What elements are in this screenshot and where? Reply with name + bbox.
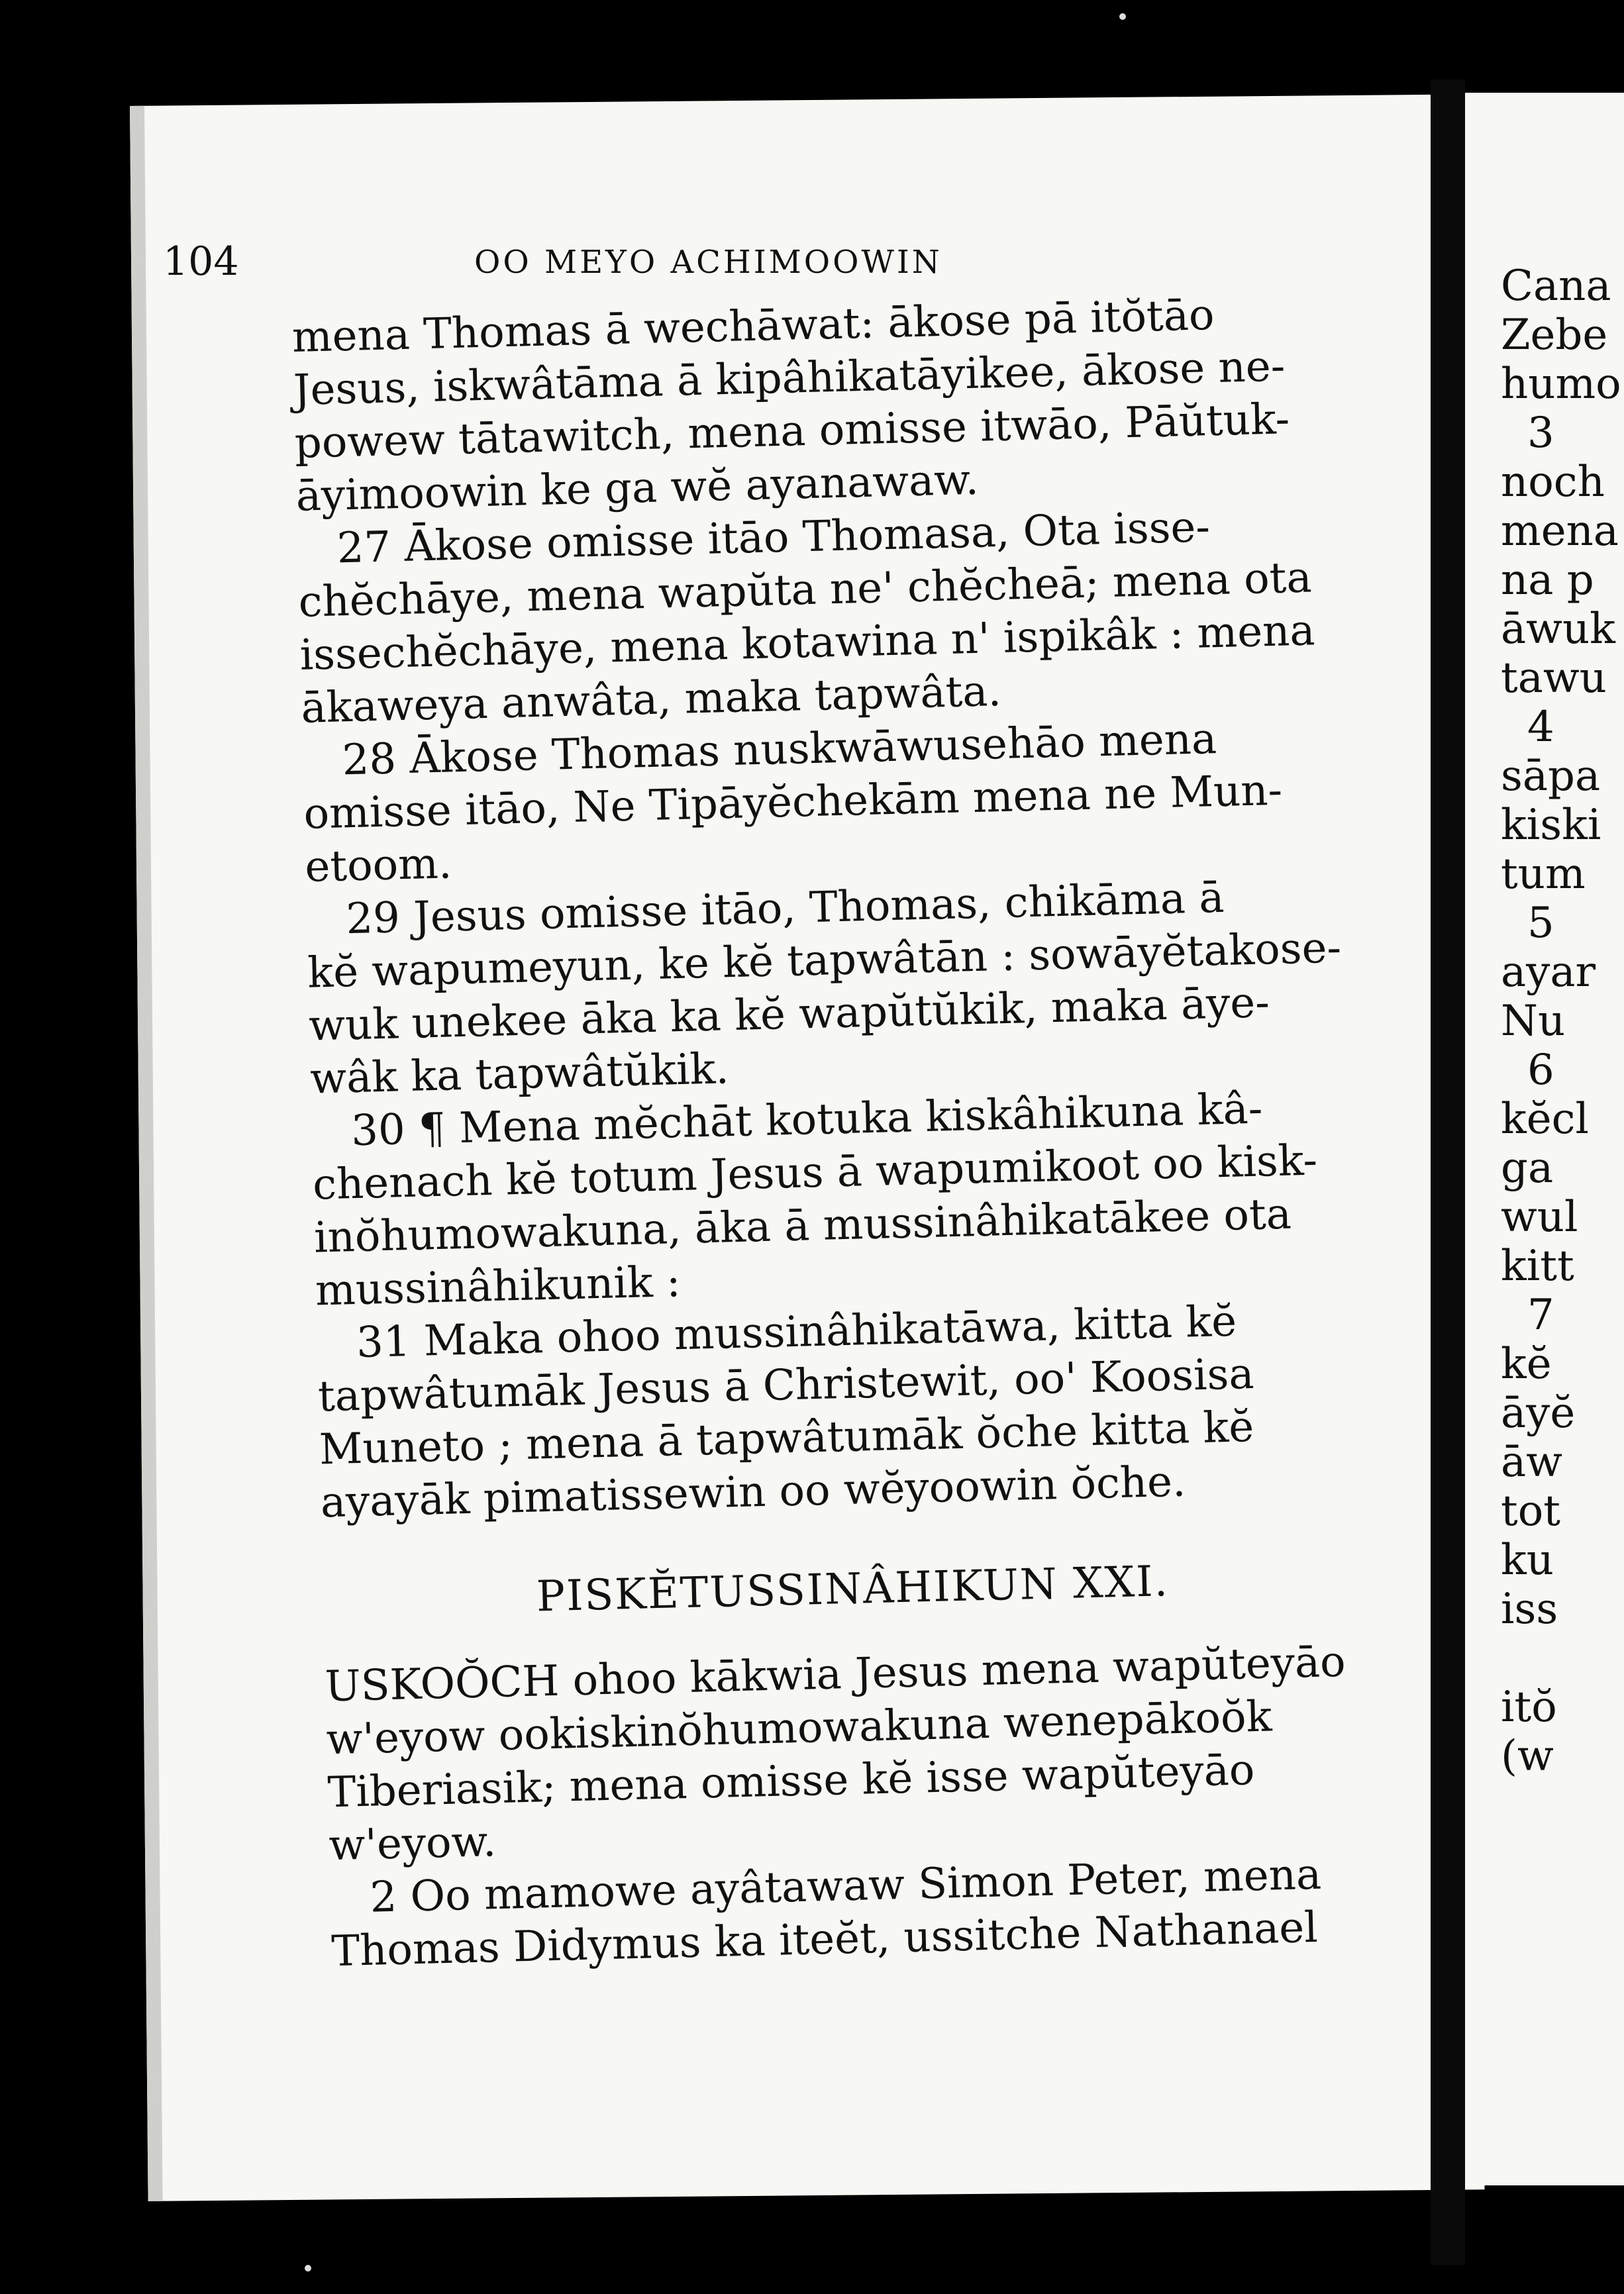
facing-page-line: 6	[1527, 1046, 1554, 1095]
text-line: w'eyow.	[328, 1817, 497, 1871]
text-line: etoom.	[304, 839, 453, 892]
facing-page-line: 4	[1527, 703, 1554, 752]
book-gutter	[1431, 79, 1465, 2265]
text-line: Tiberiasik; mena omisse kĕ isse wapŭteyāo	[327, 1746, 1256, 1818]
text-line: 2 Oo mamowe ayâtawaw Simon Peter, mena	[369, 1850, 1322, 1922]
facing-page-line: kiski	[1501, 801, 1601, 850]
text-line: wuk unekee āka ka kĕ wapŭtŭkik, maka āye-	[308, 978, 1270, 1051]
scan-speck	[1119, 13, 1126, 20]
facing-page-line	[1501, 1634, 1624, 1683]
verse-text	[291, 285, 1380, 1530]
page-body	[291, 285, 1392, 1978]
page-number: 104	[163, 238, 239, 285]
facing-page-line: ayar	[1501, 948, 1596, 997]
facing-page-line: na p	[1501, 556, 1594, 605]
text-line: powew tātawitch, mena omisse itwāo, Pāŭtuk-	[293, 395, 1290, 468]
text-line: 27 Ākose omisse itāo Thomasa, Ota isse-	[336, 503, 1211, 574]
running-title: OO MEYO ACHIMOOWIN	[474, 244, 942, 281]
facing-page-line: wul	[1501, 1193, 1578, 1242]
facing-page-line: kitt	[1501, 1242, 1574, 1291]
text-line: chenach kĕ totum Jesus ā wapumikoot oo kisk-	[312, 1136, 1318, 1210]
text-line: kĕ wapumeyun, ke kĕ tapwâtān : sowāyĕtakose-	[307, 923, 1342, 998]
text-line: omisse itāo, Ne Tipāyĕchekām mena ne Mun-	[303, 766, 1283, 839]
text-line: ayayāk pimatissewin oo wĕyoowin ŏche.	[320, 1457, 1187, 1528]
text-line: wâk ka tapwâtŭkik.	[309, 1044, 730, 1104]
facing-page-line: tawu	[1501, 654, 1607, 703]
text-line: Jesus, iskwâtāma ā kipâhikatāyikee, ākose ne-	[293, 342, 1286, 415]
scan-speck	[305, 2265, 311, 2271]
facing-page-line: kĕ	[1501, 1340, 1552, 1389]
facing-page-text	[1501, 262, 1624, 1781]
chapter-text	[325, 1634, 1392, 1978]
chapter-heading: PISKĔTUSSINÂHIKUN XXI.	[536, 1557, 1170, 1622]
text-line: w'eyow ookiskinŏhumowakuna wenepākoŏk	[325, 1692, 1273, 1765]
facing-page-line: Cana	[1501, 262, 1611, 311]
text-line: āyimoowin ke ga wĕ ayanawaw.	[295, 455, 980, 521]
facing-page-line: iss	[1501, 1585, 1558, 1634]
facing-page-line: tum	[1501, 850, 1586, 899]
facing-page-line: āyĕ	[1501, 1389, 1576, 1438]
facing-page-line: (w	[1501, 1732, 1554, 1781]
text-line: ākaweya anwâta, maka tapwâta.	[300, 666, 1002, 733]
facing-page-line: 7	[1527, 1291, 1554, 1340]
facing-page-line: āw	[1501, 1438, 1562, 1487]
text-line: mena Thomas ā wechāwat: ākose pā itŏtāo	[291, 290, 1215, 362]
text-line: Thomas Didymus ka iteĕt, ussitche Nathanael	[330, 1903, 1319, 1977]
facing-page-line: 5	[1527, 899, 1554, 948]
facing-page-line: kĕcl	[1501, 1095, 1589, 1144]
text-line: mussinâhikunik :	[315, 1258, 682, 1316]
facing-page-line: sāpa	[1501, 752, 1601, 801]
text-line: 28 Ākose Thomas nuskwāwusehāo mena	[341, 715, 1217, 785]
facing-page-line: ku	[1501, 1536, 1554, 1585]
facing-page-line: Zebe	[1501, 311, 1608, 360]
text-line: USKOŎCH ohoo kākwia Jesus mena wapŭteyāo	[324, 1637, 1346, 1712]
facing-page-line: 3	[1527, 409, 1554, 458]
text-line: Muneto ; mena ā tapwâtumāk ŏche kitta kĕ	[319, 1403, 1254, 1475]
facing-page-line: mena	[1501, 507, 1619, 556]
facing-page-line: ga	[1501, 1144, 1554, 1193]
facing-page-line: humo	[1501, 360, 1621, 409]
text-line: chĕchāye, mena wapŭta ne' chĕcheā; mena ota	[297, 553, 1313, 627]
facing-page-line: Nu	[1501, 997, 1566, 1046]
text-line: inŏhumowakuna, āka ā mussinâhikatākee ota	[313, 1189, 1292, 1263]
facing-page-line: noch	[1501, 458, 1605, 507]
facing-page-line: āwuk	[1501, 605, 1615, 654]
facing-page-line: tot	[1501, 1487, 1560, 1536]
right-page	[1465, 93, 1624, 2185]
text-line: 30 ¶ Mena mĕchāt kotuka kiskâhikuna kâ-	[350, 1084, 1264, 1156]
text-line: 31 Maka ohoo mussinâhikatāwa, kitta kĕ	[356, 1297, 1237, 1368]
running-head	[163, 238, 1090, 291]
text-line: issechĕchāye, mena kotawina n' ispikâk : mena	[299, 606, 1316, 680]
text-line: tapwâtumāk Jesus ā Christewit, oo' Koosisa	[317, 1349, 1255, 1422]
facing-page-line: itŏ	[1501, 1683, 1557, 1732]
text-line: 29 Jesus omisse itāo, Thomas, chikāma ā	[345, 873, 1225, 944]
